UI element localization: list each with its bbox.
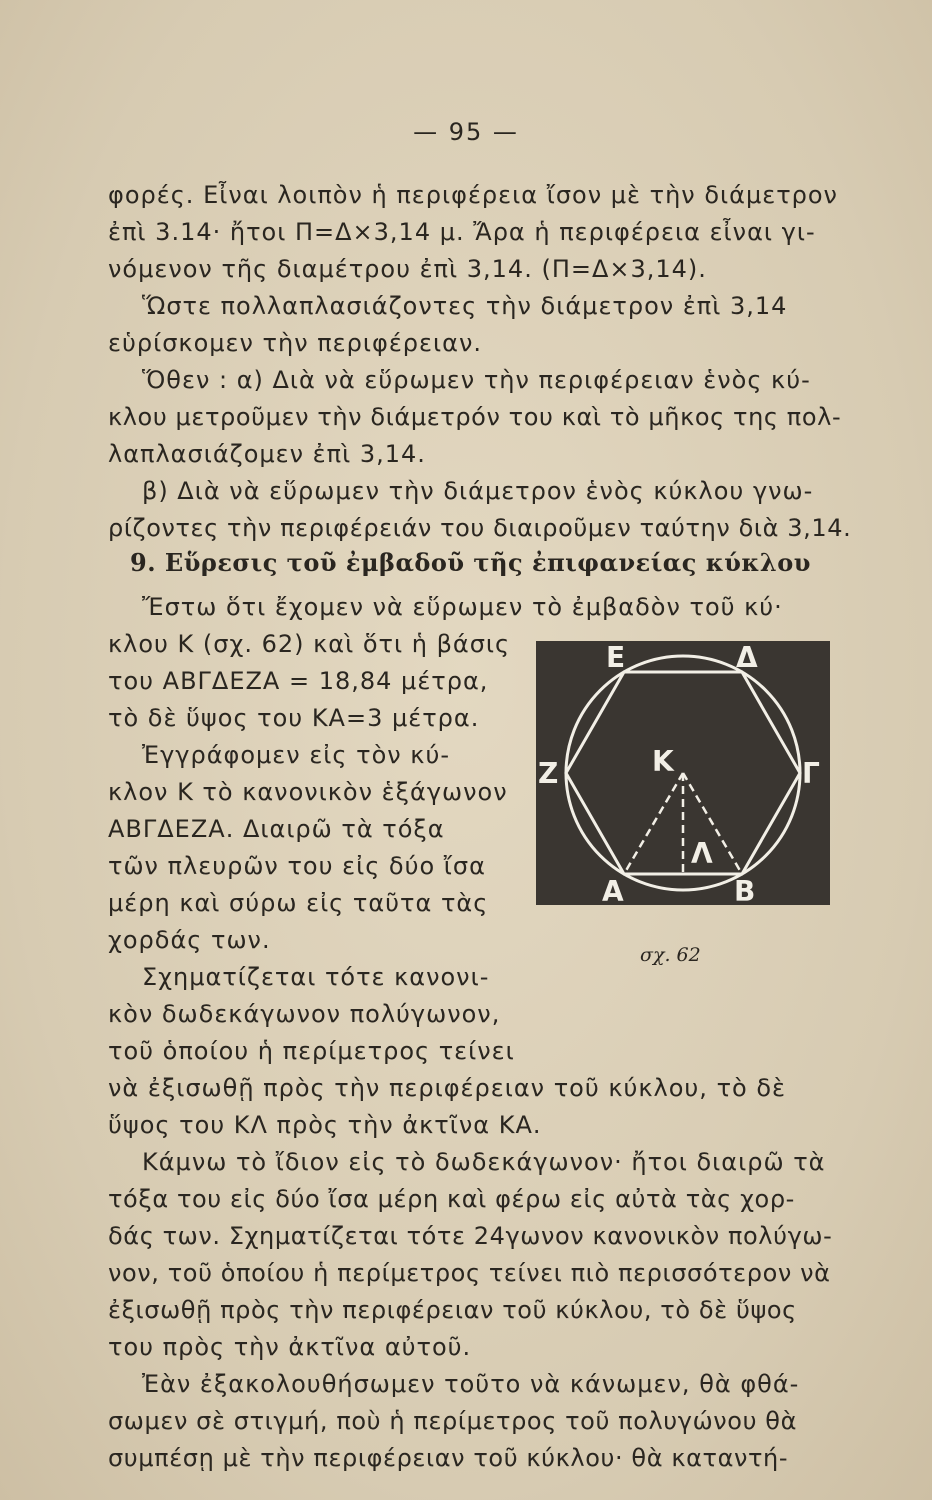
label-zeta: Ζ <box>538 757 559 790</box>
text-line: Ὥστε πολλαπλασιάζοντες τὴν διάμετρον ἐπὶ 3,14 <box>142 292 788 320</box>
text-line: β) Διὰ νὰ εὕρωμεν τὴν διάμετρον ἑνὸς κύκλου γνω- <box>142 477 814 505</box>
text-line: κλου μετροῦμεν τὴν διάμετρόν του καὶ τὸ μῆκος της πολ- <box>108 403 842 431</box>
text-line: λαπλασιάζομεν ἐπὶ 3,14. <box>108 440 426 468</box>
text-line: Σχηματίζεται τότε κανονι- <box>142 963 490 991</box>
text-line: νον, τοῦ ὁποίου ἡ περίμετρος τείνει πιὸ περισσότερον νὰ <box>108 1259 831 1287</box>
text-line: Κάμνω τὸ ἴδιον εἰς τὸ δωδεκάγωνον· ἤτοι διαιρῶ τὰ <box>142 1148 826 1176</box>
text-line: νόμενον τῆς διαμέτρου ἐπὶ 3,14. (Π=Δ×3,14). <box>108 255 707 283</box>
label-delta: Δ <box>736 641 758 674</box>
text-line: σωμεν σὲ στιγμή, ποὺ ἡ περίμετρος τοῦ πολυγώνου θὰ <box>108 1407 797 1435</box>
text-line: Ἐγγράφομεν εἰς τὸν κύ- <box>142 741 450 769</box>
text-line: φορές. Εἶναι λοιπὸν ἡ περιφέρεια ἴσον μὲ τὴν διάμετρον <box>108 181 838 209</box>
label-alpha: Α <box>602 875 624 905</box>
text-line: εὑρίσκομεν τὴν περιφέρειαν. <box>108 329 482 357</box>
text-line: του ΑΒΓΔΕΖΑ = 18,84 μέτρα, <box>108 667 489 695</box>
text-line: τοῦ ὁποίου ἡ περίμετρος τείνει <box>108 1037 515 1065</box>
text-line: ὕψος του ΚΛ πρὸς τὴν ἀκτῖνα ΚΑ. <box>108 1111 542 1139</box>
text-line: ΑΒΓΔΕΖΑ. Διαιρῶ τὰ τόξα <box>108 815 445 843</box>
text-line: τῶν πλευρῶν του εἰς δύο ἴσα <box>108 852 486 880</box>
text-line: κλου Κ (σχ. 62) καὶ ὅτι ἡ βάσις <box>108 630 511 658</box>
text-line: ἐξισωθῇ πρὸς τὴν περιφέρειαν τοῦ κύκλου, τὸ δὲ ὕψος <box>108 1296 797 1324</box>
text-line: συμπέσῃ μὲ τὴν περιφέρειαν τοῦ κύκλου· θὰ καταντή- <box>108 1444 789 1472</box>
text-line: νὰ ἐξισωθῇ πρὸς τὴν περιφέρειαν τοῦ κύκλου, τὸ δὲ <box>108 1074 786 1102</box>
label-beta: Β <box>734 875 756 905</box>
text-line: κλον Κ τὸ κανονικὸν ἑξάγωνον <box>108 778 508 806</box>
figure-caption: σχ. 62 <box>640 944 701 966</box>
text-line: Ὅθεν : α) Διὰ νὰ εὕρωμεν τὴν περιφέρειαν ἑνὸς κύ- <box>142 366 811 394</box>
text-line: ρίζοντες τὴν περιφέρειάν του διαιροῦμεν ταύτην διὰ 3,14. <box>108 514 852 542</box>
text-line: Ἔστω ὅτι ἔχομεν νὰ εὕρωμεν τὸ ἐμβαδὸν τοῦ κύ· <box>142 593 783 621</box>
label-kappa: Κ <box>652 745 674 778</box>
label-lambda: Λ <box>691 837 713 870</box>
text-line: τόξα του εἰς δύο ἴσα μέρη καὶ φέρω εἰς αὐτὰ τὰς χορ- <box>108 1185 795 1213</box>
page-number: — 95 — <box>413 118 519 146</box>
text-line: του πρὸς τὴν ἀκτῖνα αὐτοῦ. <box>108 1333 472 1361</box>
text-line: τὸ δὲ ὕψος του ΚΑ=3 μέτρα. <box>108 704 480 732</box>
text-line: μέρη καὶ σύρω εἰς ταῦτα τὰς <box>108 889 489 917</box>
text-line: δάς των. Σχηματίζεται τότε 24γωνον κανονικὸν πολύγω- <box>108 1222 833 1250</box>
figure-62 <box>536 641 830 905</box>
text-line: χορδάς των. <box>108 926 271 954</box>
label-epsilon: Ε <box>606 641 626 674</box>
section-heading: 9. Εὕρεσις τοῦ ἐμβαδοῦ τῆς ἐπιφανείας κύκλου <box>130 548 811 577</box>
text-line: κὸν δωδεκάγωνον πολύγωνον, <box>108 1000 501 1028</box>
text-line: Ἐὰν ἐξακολουθήσωμεν τοῦτο νὰ κάνωμεν, θὰ φθά- <box>142 1370 800 1398</box>
label-gamma: Γ <box>802 757 820 790</box>
text-line: ἐπὶ 3.14· ἤτοι Π=Δ×3,14 μ. Ἄρα ἡ περιφέρεια εἶναι γι- <box>108 218 816 246</box>
